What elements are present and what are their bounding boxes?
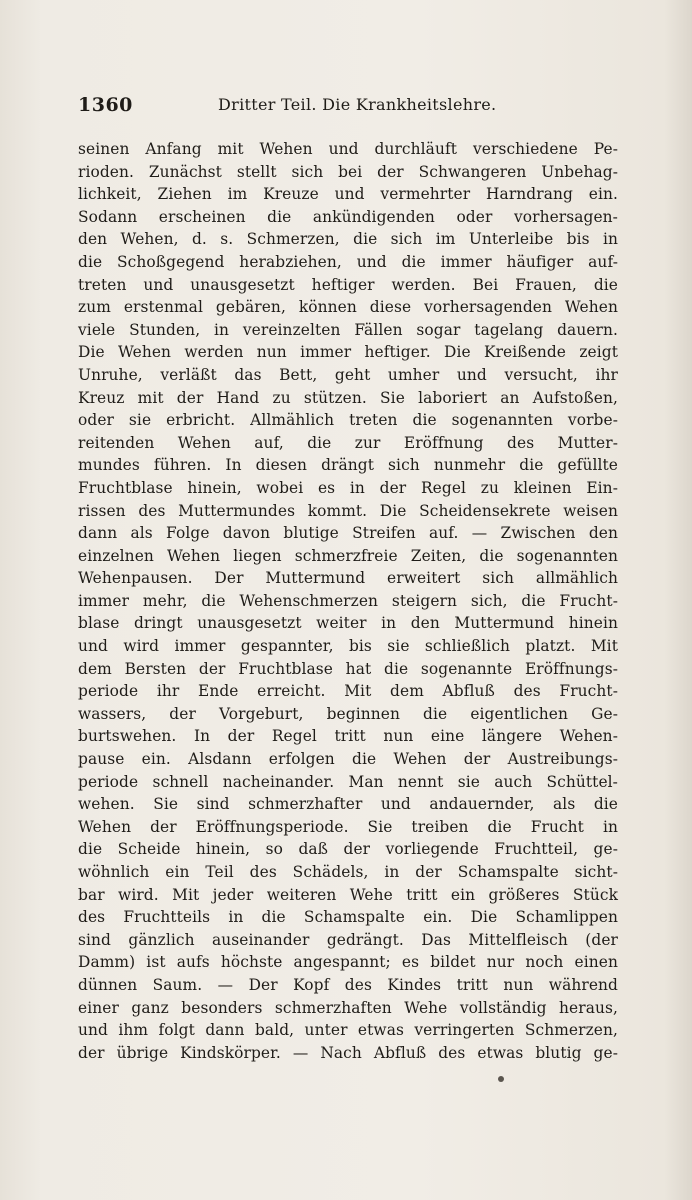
text-line: Sodann erscheinen die ankündigenden oder vorhersagen- (78, 207, 618, 226)
text-line: viele Stunden, in vereinzelten Fällen sogar tagelang dauern. (78, 320, 618, 339)
text-line: und ihm folgt dann bald, unter etwas verringerten Schmerzen, (78, 1021, 618, 1040)
body-text (78, 138, 618, 1064)
text-line: der übrige Kindskörper. — Nach Abfluß des etwas blutig ge- (78, 1043, 618, 1062)
text-line: wehen. Sie sind schmerzhafter und andauernder, als die (78, 795, 618, 814)
text-line: dünnen Saum. — Der Kopf des Kindes tritt nun während (78, 975, 618, 994)
text-line: einer ganz besonders schmerzhaften Wehe vollständig heraus, (78, 998, 618, 1017)
text-line: treten und unausgesetzt heftiger werden. Bei Frauen, die (78, 275, 618, 294)
text-line: burtswehen. In der Regel tritt nun eine längere Wehen- (78, 727, 618, 746)
text-line: den Wehen, d. s. Schmerzen, die sich im Unterleibe bis in (78, 230, 618, 249)
text-line: zum erstenmal gebären, können diese vorhersagenden Wehen (78, 298, 618, 317)
text-line: Fruchtblase hinein, wobei es in der Regel zu kleinen Ein- (78, 478, 618, 497)
page-number: 1360 (78, 94, 133, 116)
text-line: lichkeit, Ziehen im Kreuze und vermehrter Harndrang ein. (78, 185, 618, 204)
text-line: Die Wehen werden nun immer heftiger. Die Kreißende zeigt (78, 343, 618, 362)
text-line: Wehen der Eröffnungsperiode. Sie treiben die Frucht in (78, 817, 618, 836)
text-line: Wehenpausen. Der Muttermund erweitert sich allmählich (78, 569, 618, 588)
text-line: reitenden Wehen auf, die zur Eröffnung des Mutter- (78, 433, 618, 452)
text-line: Kreuz mit der Hand zu stützen. Sie laboriert an Aufstoßen, (78, 388, 618, 407)
text-line: immer mehr, die Wehenschmerzen steigern sich, die Frucht- (78, 591, 618, 610)
text-line: periode schnell nacheinander. Man nennt sie auch Schüttel- (78, 772, 618, 791)
text-line: wassers, der Vorgeburt, beginnen die eigentlichen Ge- (78, 704, 618, 723)
text-line: oder sie erbricht. Allmählich treten die sogenannten vorbe- (78, 411, 618, 430)
text-line: die Schoßgegend herabziehen, und die immer häufiger auf- (78, 252, 618, 271)
text-line: blase dringt unausgesetzt weiter in den Muttermund hinein (78, 614, 618, 633)
text-line: Unruhe, verläßt das Bett, geht umher und versucht, ihr (78, 365, 618, 384)
text-line: dem Bersten der Fruchtblase hat die sogenannte Eröffnungs- (78, 659, 618, 678)
text-line: rissen des Muttermundes kommt. Die Scheidensekrete weisen (78, 501, 618, 520)
text-line: mundes führen. In diesen drängt sich nunmehr die gefüllte (78, 456, 618, 475)
text-line: pause ein. Alsdann erfolgen die Wehen der Austreibungs- (78, 750, 618, 769)
text-line: und wird immer gespannter, bis sie schließlich platzt. Mit (78, 637, 618, 656)
text-line: Damm) ist aufs höchste angespannt; es bildet nur noch einen (78, 953, 618, 972)
text-line: die Scheide hinein, so daß der vorliegende Fruchtteil, ge- (78, 840, 618, 859)
text-line: periode ihr Ende erreicht. Mit dem Abfluß des Frucht- (78, 682, 618, 701)
text-line: seinen Anfang mit Wehen und durchläuft verschiedene Pe- (78, 140, 618, 158)
text-line: bar wird. Mit jeder weiteren Wehe tritt ein größeres Stück (78, 885, 618, 904)
text-line: rioden. Zunächst stellt sich bei der Schwangeren Unbehag- (78, 162, 618, 181)
running-head: Dritter Teil. Die Krankheitslehre. (218, 95, 497, 114)
ink-speck (498, 1076, 504, 1082)
text-line: dann als Folge davon blutige Streifen auf. — Zwischen den (78, 524, 618, 543)
text-line: des Fruchtteils in die Schamspalte ein. Die Schamlippen (78, 908, 618, 927)
text-line: einzelnen Wehen liegen schmerzfreie Zeiten, die sogenannten (78, 546, 618, 565)
text-line: sind gänzlich auseinander gedrängt. Das Mittelfleisch (der (78, 930, 618, 949)
page-header (78, 94, 618, 122)
text-line: wöhnlich ein Teil des Schädels, in der Schamspalte sicht- (78, 863, 618, 881)
